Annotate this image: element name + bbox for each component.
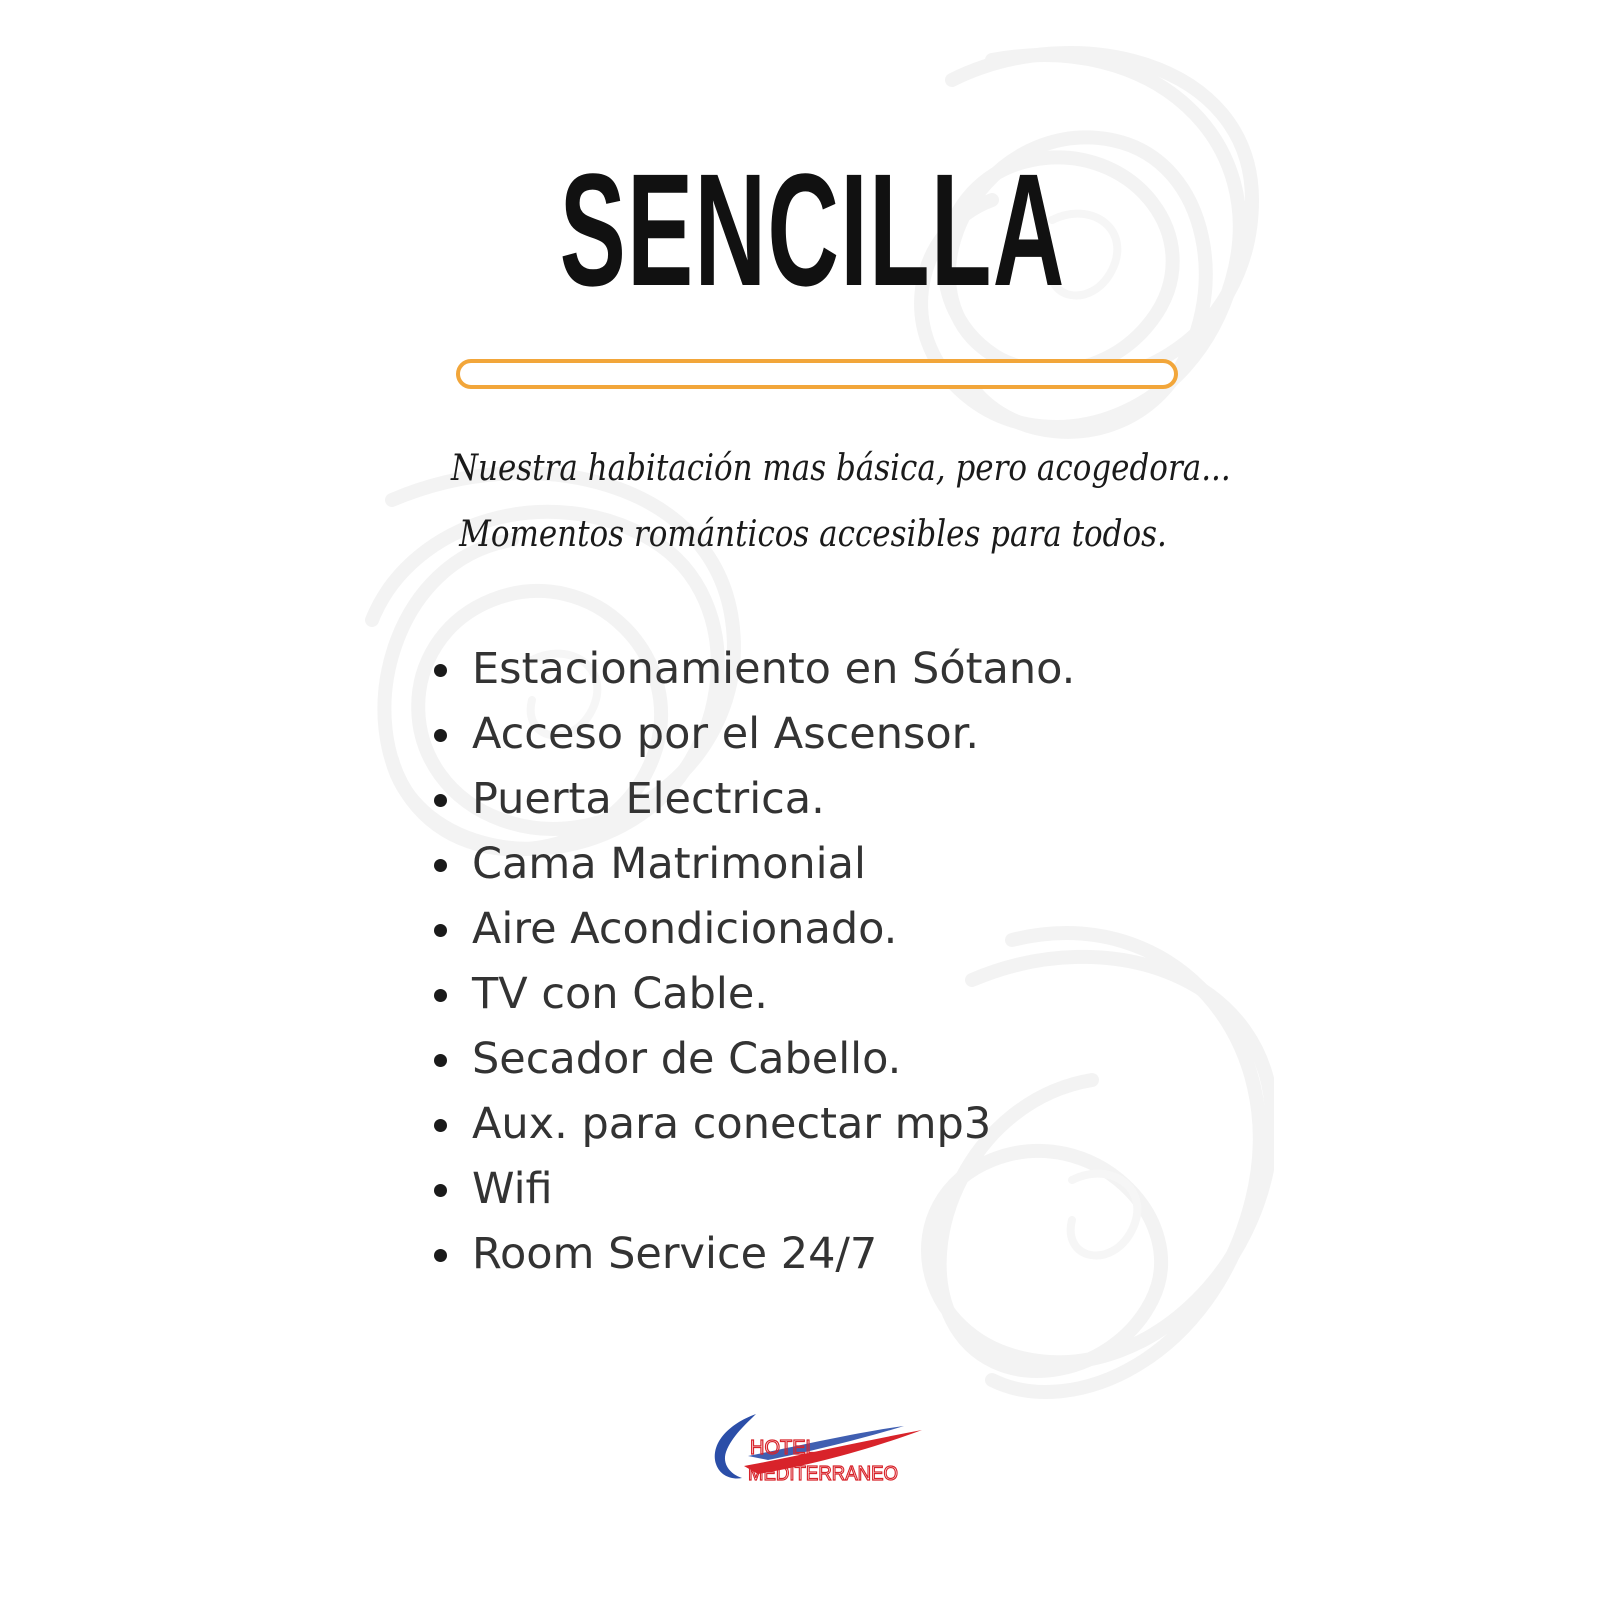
- feature-label: Estacionamiento en Sótano.: [472, 644, 1076, 694]
- room-title: SENCILLA: [559, 140, 1066, 319]
- feature-label: Wifi: [472, 1164, 553, 1214]
- list-item: [432, 832, 1075, 897]
- bullet-icon: [434, 1119, 447, 1132]
- bullet-icon: [434, 859, 447, 872]
- bullet-icon: [434, 1184, 447, 1197]
- list-item: [432, 702, 1075, 767]
- list-item: [432, 767, 1075, 832]
- title-divider: [456, 359, 1178, 389]
- hotel-logo: [708, 1406, 928, 1490]
- bullet-icon: [434, 794, 447, 807]
- feature-label: Aire Acondicionado.: [472, 904, 898, 954]
- list-item: [432, 1092, 1075, 1157]
- tagline-line-2: Momentos románticos accesibles para todos.: [459, 514, 1167, 555]
- feature-list: [432, 637, 1075, 1287]
- bullet-icon: [434, 664, 447, 677]
- feature-label: Puerta Electrica.: [472, 774, 825, 824]
- feature-label: Aux. para conectar mp3: [472, 1099, 992, 1149]
- list-item: [432, 962, 1075, 1027]
- feature-label: Secador de Cabello.: [472, 1034, 902, 1084]
- feature-label: Room Service 24/7: [472, 1229, 878, 1279]
- logo-text-hotel: HOTEL: [750, 1437, 817, 1459]
- bullet-icon: [434, 729, 447, 742]
- logo-text-mediterraneo: MEDITERRANEO: [748, 1463, 898, 1485]
- bullet-icon: [434, 989, 447, 1002]
- bullet-icon: [434, 1054, 447, 1067]
- list-item: [432, 1222, 1075, 1287]
- tagline-line-1: Nuestra habitación mas básica, pero acogedora...: [450, 448, 1231, 489]
- feature-label: Cama Matrimonial: [472, 839, 866, 889]
- room-card: [352, 0, 1274, 1600]
- list-item: [432, 1027, 1075, 1092]
- list-item: [432, 1157, 1075, 1222]
- feature-label: TV con Cable.: [472, 969, 768, 1019]
- list-item: [432, 897, 1075, 962]
- bullet-icon: [434, 1249, 447, 1262]
- list-item: [432, 637, 1075, 702]
- bullet-icon: [434, 924, 447, 937]
- feature-label: Acceso por el Ascensor.: [472, 709, 980, 759]
